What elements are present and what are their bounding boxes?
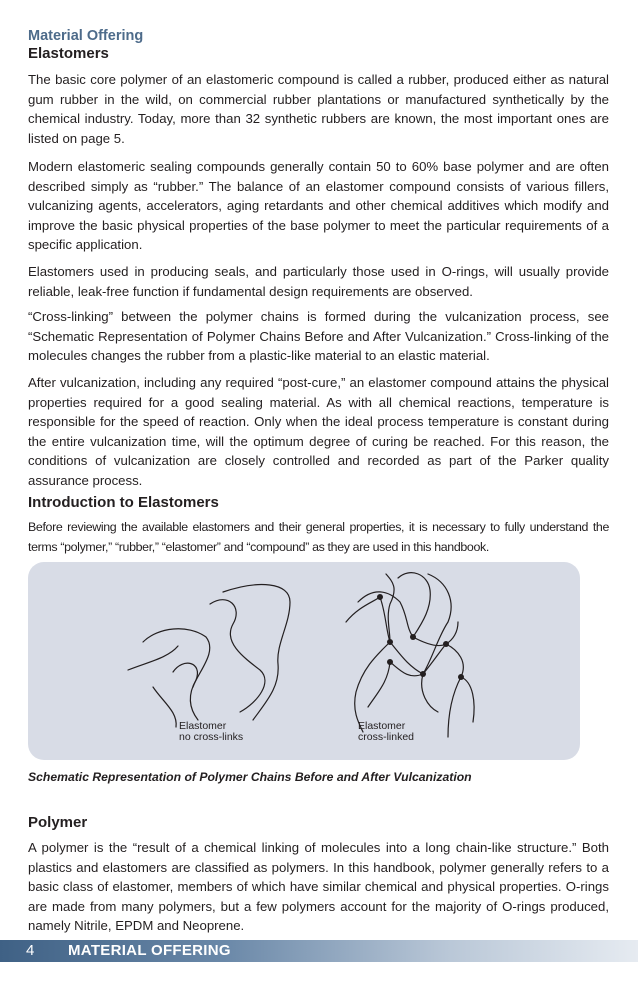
chain-linked-3 (386, 574, 423, 674)
chain-linked-4 (398, 573, 430, 637)
elastomers-paragraph-1: The basic core polymer of an elastomeric compound is called a rubber, produced either as natural gum rubber in the wild, on commercial rubber plantations or manufactured synthetically by the chemical industry. Today, more than 32 synthetic rubbers are known, the most important ones are listed on page 5. (28, 72, 609, 146)
chain-loose-2 (210, 600, 265, 712)
chain-loose-6 (153, 687, 176, 727)
figure-caption: Schematic Representation of Polymer Chains Before and After Vulcanization (28, 770, 472, 784)
crosslink-point (443, 641, 449, 647)
label-no-cross-links-line1: Elastomer (179, 720, 227, 732)
label-cross-linked (358, 721, 414, 743)
chain-loose-5 (128, 646, 178, 670)
elastomers-paragraph-3: Elastomers used in producing seals, and particularly those used in O-rings, will usually provide reliable, leak-free function if fundamental design requirements are observed. (28, 264, 609, 299)
crosslink-point (420, 671, 426, 677)
elastomers-paragraph-5: After vulcanization, including any required “post-cure,” an elastomer compound attains the physical properties required for a good sealing material. As with all chemical reactions, temperature is responsible for the speed of reaction. Only when the ideal process temperature is constant during the entire vulcanization time, will the optimum degree of curing be reached. For this reason, the conditions of vulcanization are closely controlled and recorded as part of the Parker quality assurance process. (28, 375, 609, 488)
section-title: Material Offering (28, 28, 144, 44)
polymer-heading: Polymer (28, 814, 88, 831)
crosslink-point (377, 594, 383, 600)
polymer-paragraph: A polymer is the “result of a chemical linking of molecules into a long chain-like structure.” Both plastics and elastomers are classified as polymers. In this handbook, polymer generally refers to a basic class of elastomer, members of which have similar chemical and physical properties. O-rings are made from many polymers, but a few polymers account for the majority of O-rings produced, namely Nitrile, EPDM and Neoprene. (28, 840, 609, 933)
crosslink-point (410, 634, 416, 640)
polymer-chain-diagram (28, 562, 580, 760)
label-no-cross-links (179, 721, 243, 743)
crosslink-point (387, 659, 393, 665)
polymer-chain-figure (28, 562, 580, 760)
uncrosslinked-chains (128, 585, 290, 727)
footer-section-title: MATERIAL OFFERING (68, 942, 231, 959)
chain-linked-1 (346, 597, 390, 732)
elastomers-paragraph-4: “Cross-linking” between the polymer chains is formed during the vulcanization process, see “Schematic Representation of Polymer Chains Before and After Vulcanization.” Cross-linking of the molecules changes the rubber from a plastic-like material to an elastic material. (28, 309, 609, 363)
introduction-paragraph: Before reviewing the available elastomers and their general properties, it is necessary to fully understand the terms “polymer,” “rubber,” “elastomer” and “compound” as they are used in this handbook. (28, 520, 609, 554)
crosslink-point (458, 674, 464, 680)
chain-linked-2 (358, 592, 458, 646)
elastomers-paragraph-2: Modern elastomeric sealing compounds generally contain 50 to 60% base polymer and are often described simply as “rubber.” The balance of an elastomer compound consists of various fillers, vulcanizing agents, accelerators, aging retardants and other chemical additives which modify and improve the basic physical properties of the base polymer to meet the particular requirements of a specific application. (28, 159, 609, 252)
introduction-heading: Introduction to Elastomers (28, 494, 219, 511)
label-no-cross-links-line2: no cross-links (179, 731, 244, 743)
page-number: 4 (26, 942, 35, 959)
chain-loose-4 (173, 663, 198, 720)
chain-loose-1 (143, 629, 210, 687)
label-cross-linked-line1: Elastomer (358, 720, 406, 732)
elastomers-heading: Elastomers (28, 45, 109, 62)
chain-linked-7 (461, 677, 474, 722)
label-cross-linked-line2: cross-linked (358, 731, 415, 743)
footer-bar (0, 940, 638, 962)
crosslinked-chains (346, 573, 474, 737)
crosslink-point (387, 639, 393, 645)
